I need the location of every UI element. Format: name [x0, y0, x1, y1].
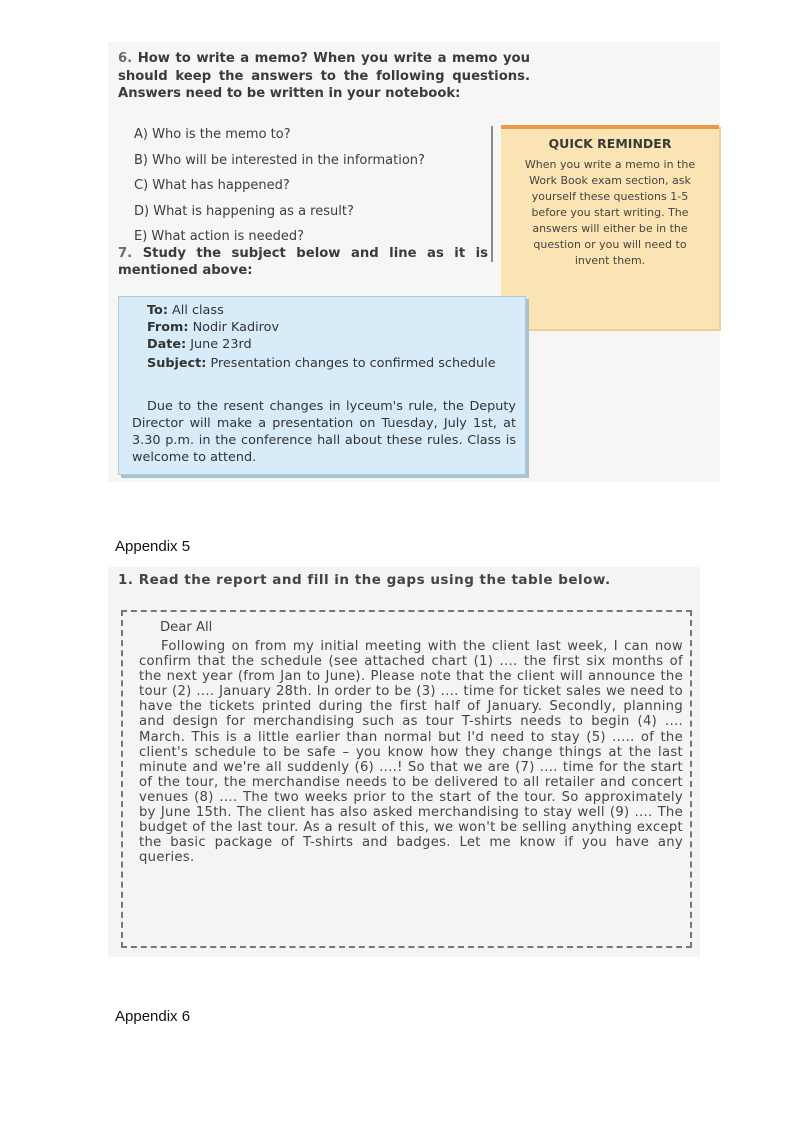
report-letter-box	[121, 610, 692, 948]
exercise-6-instruction	[118, 50, 530, 103]
exercise-7-instruction	[118, 245, 488, 279]
memo-from	[147, 319, 279, 336]
exercise-7-text: Study the subject below and line as it is mentioned above:	[118, 246, 488, 278]
question-a: A) Who is the memo to?	[134, 127, 291, 142]
quick-reminder-text: When you write a memo in the Work Book exam section, ask yourself these questions 1-5 before you start writing. The answers will either be in the question or you will need to invent them.	[524, 158, 696, 267]
exercise-1-number: 1.	[118, 572, 134, 588]
memo-to-value: All class	[172, 303, 224, 318]
letter-body: Following on from my initial meeting with the client last week, I can now confirm that the schedule (see attached chart (1) .... the first six months of the next year (from Jan to June). Please note that the client will announce the tour (2) .... January 28th. In order to be (3) .... time for ticket sales we need to have the tickets printed during the first half of January. Secondly, planning and design for merchandising such as tour T-shirts needs to begin (4) .... March. This is a little earlier than normal but I'd need to stay (5) ..... of the client's schedule to be safe – you know how they change things at the last minute and we're all suddenly (6) ....! So that we are (7) .... time for the start of the tour, the merchandise needs to be delivered to all retailer and concert venues (8) .... The two weeks prior to the start of the tour. So approximately by June 15th. The client has also asked merchandising to stay well (9) .... The budget of the last tour. As a result of this, we won't be selling anything except the basic package of T-shirts and badges. Let me know if you have any queries.	[139, 639, 683, 866]
appendix-6-label: Appendix 6	[115, 1008, 191, 1025]
memo-subject-value: Presentation changes to confirmed schedule	[210, 356, 496, 371]
quick-reminder-title: QUICK REMINDER	[548, 136, 672, 151]
question-c: C) What has happened?	[134, 178, 290, 193]
exercise-1-text: Read the report and fill in the gaps using the table below.	[138, 572, 611, 588]
exercise-1-instruction	[118, 572, 648, 588]
exercise-7-number: 7.	[118, 246, 133, 261]
quick-reminder-box	[501, 125, 719, 329]
memo-from-label: From:	[147, 320, 189, 335]
memo-body: Due to the resent changes in lyceum's rule, the Deputy Director will make a presentation on Tuesday, July 1st, at 3.30 p.m. in the conference hall about these rules. Class is welcome to attend.	[132, 399, 516, 465]
memo-from-value: Nodir Kadirov	[192, 320, 280, 335]
memo-date	[147, 336, 252, 353]
textbook-scan-report	[108, 567, 700, 957]
column-divider	[491, 126, 493, 262]
question-e: E) What action is needed?	[134, 229, 305, 244]
exercise-6-text: How to write a memo? When you write a memo you should keep the answers to the following questions. Answers need to be written in your notebook:	[118, 51, 530, 101]
memo-to-label: To:	[147, 303, 168, 318]
memo-date-label: Date:	[147, 337, 187, 352]
letter-salutation: Dear All	[160, 620, 213, 635]
memo-questions-list	[134, 122, 425, 250]
exercise-6-number: 6.	[118, 51, 133, 66]
sample-memo	[118, 296, 526, 475]
question-d: D) What is happening as a result?	[134, 203, 354, 219]
memo-subject-label: Subject:	[147, 356, 207, 371]
memo-to	[147, 302, 224, 319]
memo-date-value: June 23rd	[190, 337, 252, 352]
textbook-scan-memo	[108, 42, 720, 482]
question-b: B) Who will be interested in the information?	[134, 152, 425, 168]
memo-subject	[132, 356, 516, 372]
appendix-5-label: Appendix 5	[115, 538, 191, 555]
